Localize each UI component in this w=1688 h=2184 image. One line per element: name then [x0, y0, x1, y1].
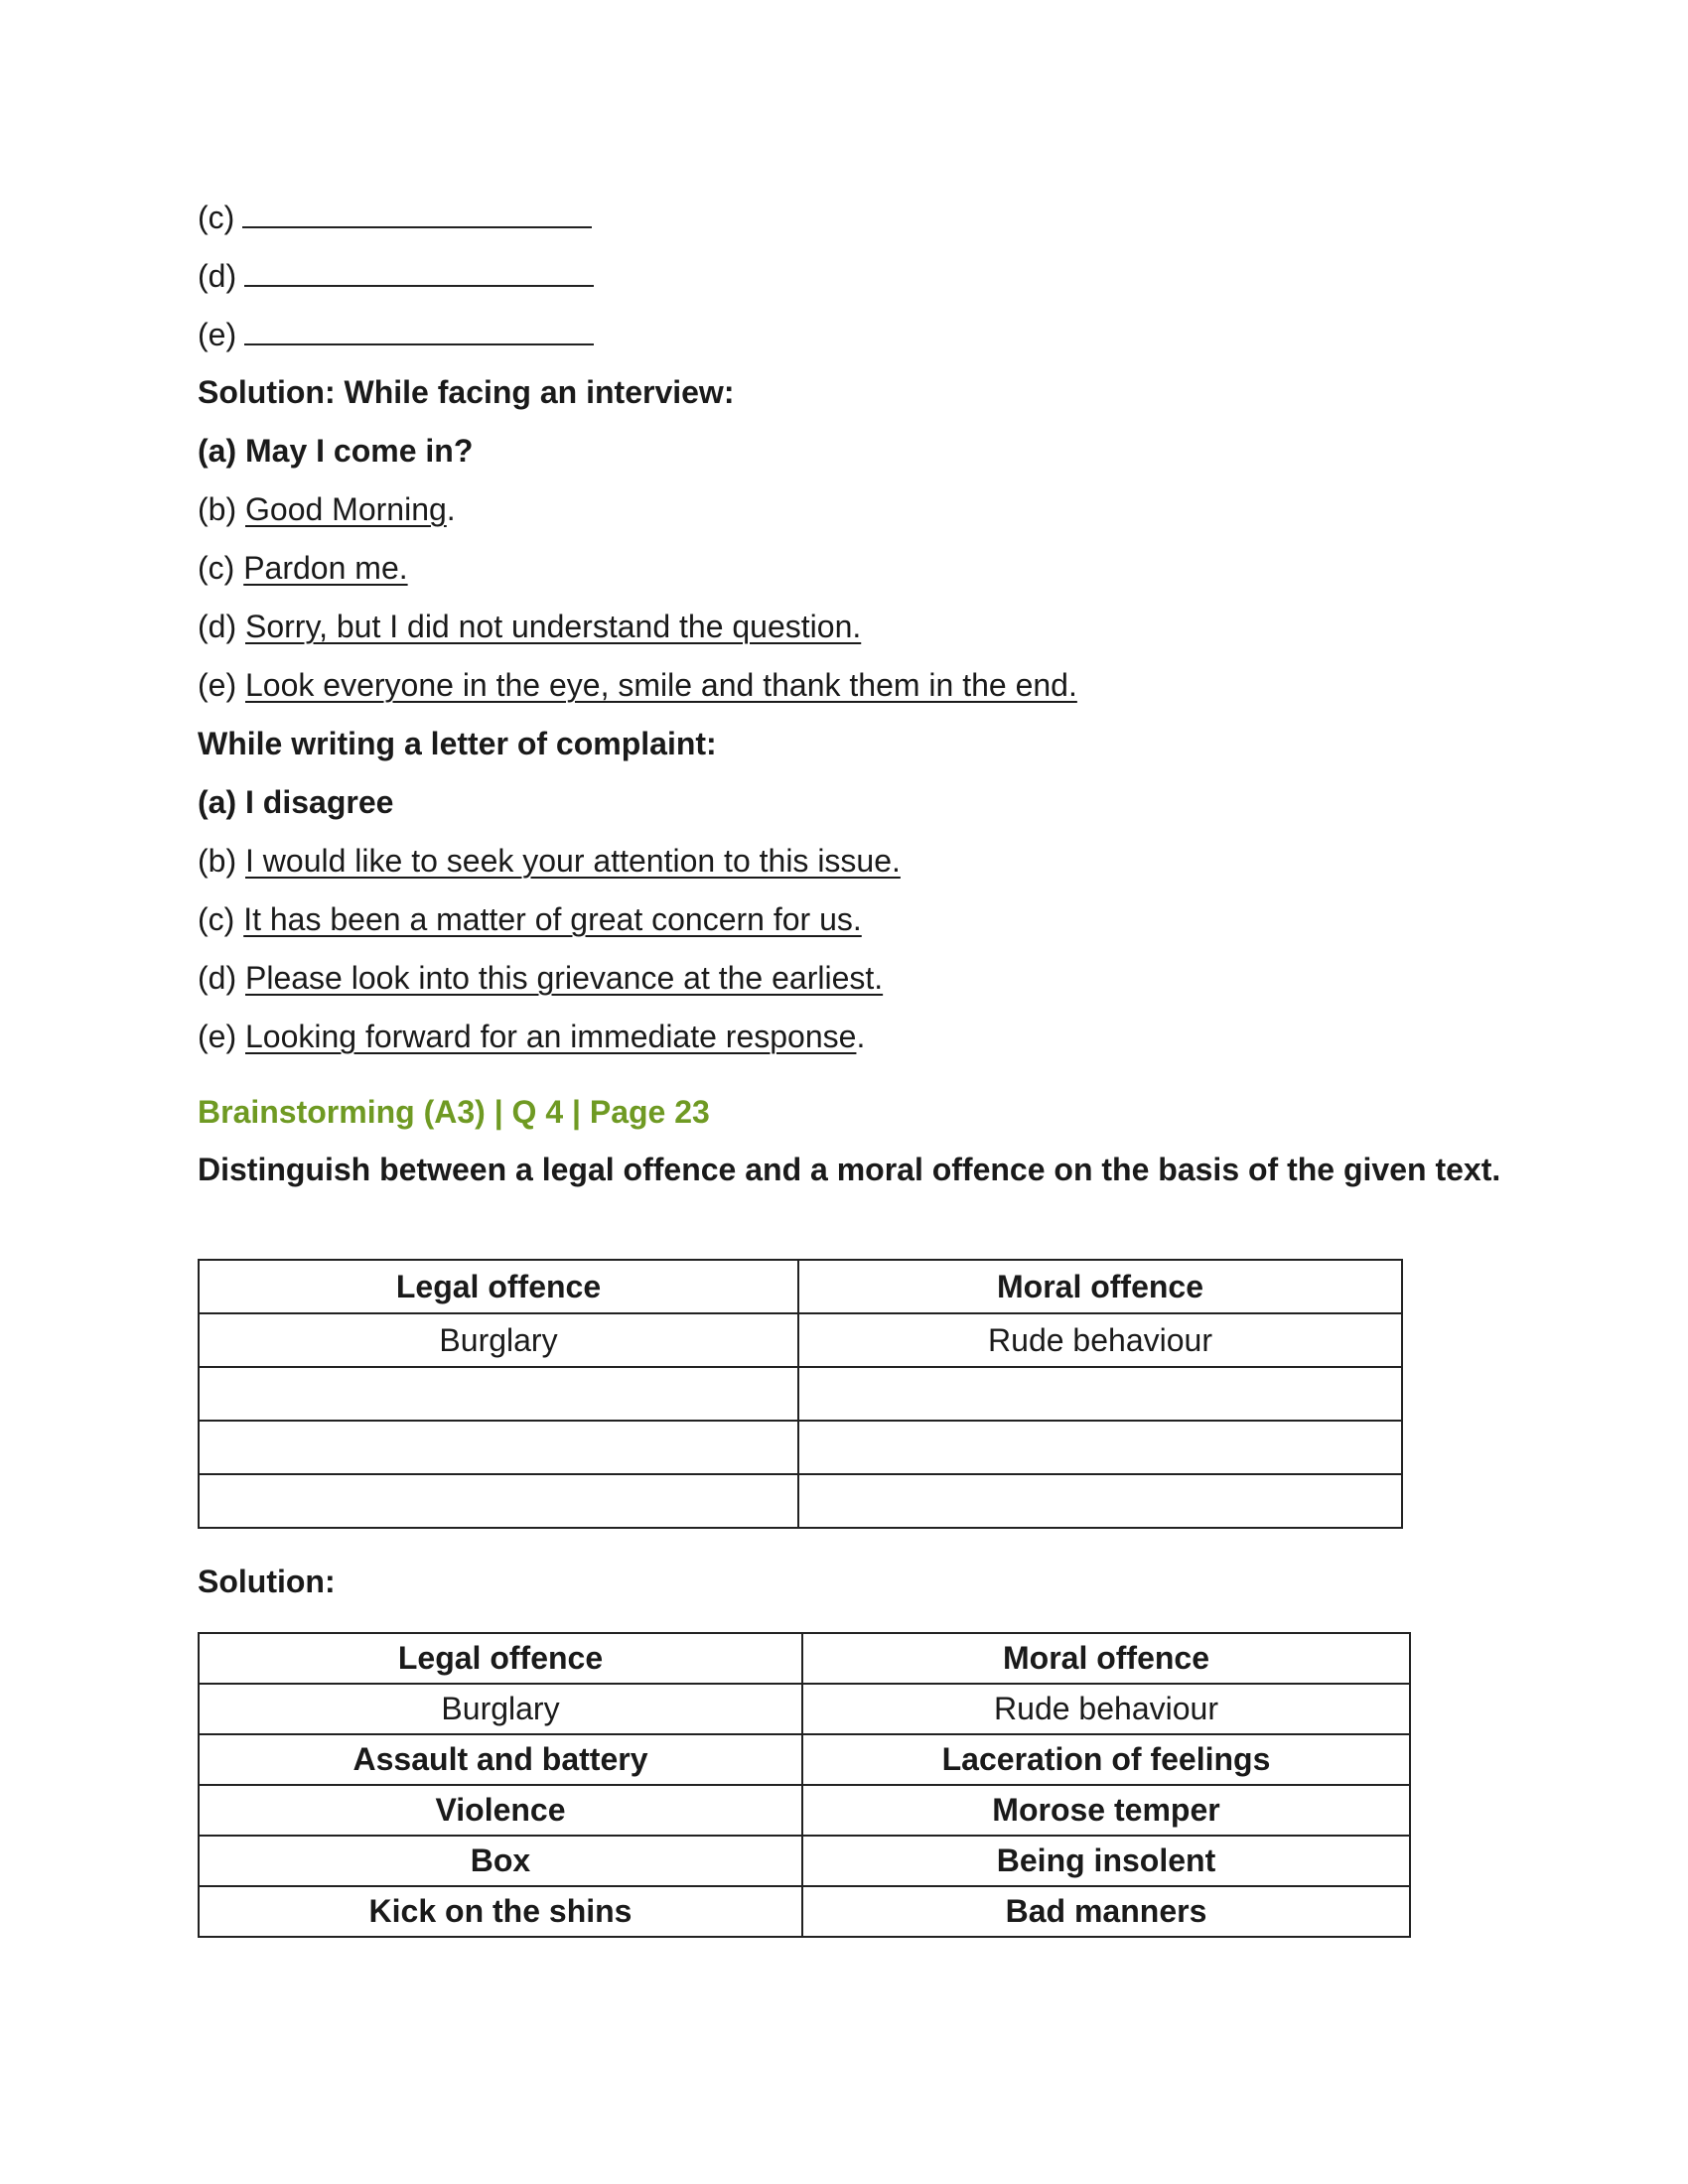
- table-row: [199, 1367, 1402, 1421]
- complaint-item-c: [198, 899, 862, 939]
- table-cell: [798, 1367, 1402, 1421]
- item-answer: It has been a matter of great concern for us.: [243, 901, 862, 937]
- interview-item-d: [198, 607, 861, 646]
- offence-table-blank: [198, 1259, 1403, 1529]
- blank-line-d: [198, 255, 594, 296]
- blank-label: (d): [198, 258, 237, 294]
- complaint-item-e: [198, 1017, 865, 1056]
- item-label: (d): [198, 609, 237, 644]
- interview-item-a: (a) May I come in?: [198, 433, 474, 469]
- table-row: [199, 1886, 1410, 1937]
- table-cell: Being insolent: [802, 1836, 1410, 1886]
- table-cell: Rude behaviour: [798, 1313, 1402, 1367]
- item-label: (e): [198, 667, 237, 703]
- table-header: Moral offence: [802, 1633, 1410, 1684]
- table-cell: Box: [199, 1836, 802, 1886]
- table-cell: Laceration of feelings: [802, 1734, 1410, 1785]
- item-answer: I would like to seek your attention to this issue.: [245, 843, 901, 879]
- blank-label: (e): [198, 317, 237, 352]
- table-cell: Rude behaviour: [802, 1684, 1410, 1734]
- item-answer: Look everyone in the eye, smile and thank them in the end.: [245, 667, 1077, 703]
- table-header: Moral offence: [798, 1260, 1402, 1313]
- table-header-row: [199, 1633, 1410, 1684]
- table-row: [199, 1836, 1410, 1886]
- interview-item-b: [198, 489, 456, 529]
- table-row: [199, 1421, 1402, 1474]
- item-suffix: .: [446, 491, 456, 527]
- table-header: Legal offence: [199, 1633, 802, 1684]
- item-label: (b): [198, 491, 237, 527]
- table-row: [199, 1313, 1402, 1367]
- offence-table-solution: [198, 1632, 1411, 1938]
- question-text: Distinguish between a legal offence and a moral offence on the basis of the given text.: [198, 1152, 1501, 1187]
- item-suffix: .: [856, 1019, 866, 1054]
- table-header: Legal offence: [199, 1260, 798, 1313]
- answer-blank: [244, 314, 594, 345]
- table-row: [199, 1474, 1402, 1528]
- item-answer: Good Morning: [245, 491, 447, 527]
- table-header-row: [199, 1260, 1402, 1313]
- interview-item-e: [198, 665, 1077, 705]
- table-row: [199, 1785, 1410, 1836]
- complaint-item-b: [198, 841, 901, 881]
- table-cell: Assault and battery: [199, 1734, 802, 1785]
- table-cell: [199, 1421, 798, 1474]
- item-label: (e): [198, 1019, 237, 1054]
- interview-item-c: [198, 548, 408, 588]
- item-label: (c): [198, 550, 235, 586]
- item-answer: Please look into this grievance at the earliest.: [245, 960, 884, 996]
- complaint-item-d: [198, 958, 883, 998]
- table-cell: Burglary: [199, 1313, 798, 1367]
- item-label: (c): [198, 901, 235, 937]
- solution-label: Solution:: [198, 1564, 336, 1599]
- item-answer: Pardon me.: [243, 550, 408, 586]
- item-label: (b): [198, 843, 237, 879]
- section-title: Brainstorming (A3) | Q 4 | Page 23: [198, 1094, 710, 1130]
- table-cell: [199, 1474, 798, 1528]
- item-answer: Looking forward for an immediate response: [245, 1019, 857, 1054]
- blank-line-c: [198, 197, 592, 237]
- item-answer: Sorry, but I did not understand the question.: [245, 609, 862, 644]
- item-label: (d): [198, 960, 237, 996]
- blank-label: (c): [198, 200, 235, 235]
- table-cell: [199, 1367, 798, 1421]
- table-row: [199, 1734, 1410, 1785]
- table-cell: Bad manners: [802, 1886, 1410, 1937]
- interview-heading: Solution: While facing an interview:: [198, 374, 735, 410]
- blank-line-e: [198, 314, 594, 354]
- table-cell: Burglary: [199, 1684, 802, 1734]
- table-cell: Morose temper: [802, 1785, 1410, 1836]
- answer-blank: [244, 255, 594, 287]
- table-row: [199, 1684, 1410, 1734]
- complaint-heading: While writing a letter of complaint:: [198, 726, 717, 761]
- table-cell: Kick on the shins: [199, 1886, 802, 1937]
- table-cell: [798, 1474, 1402, 1528]
- table-cell: Violence: [199, 1785, 802, 1836]
- table-cell: [798, 1421, 1402, 1474]
- complaint-item-a: (a) I disagree: [198, 784, 394, 820]
- answer-blank: [242, 197, 592, 228]
